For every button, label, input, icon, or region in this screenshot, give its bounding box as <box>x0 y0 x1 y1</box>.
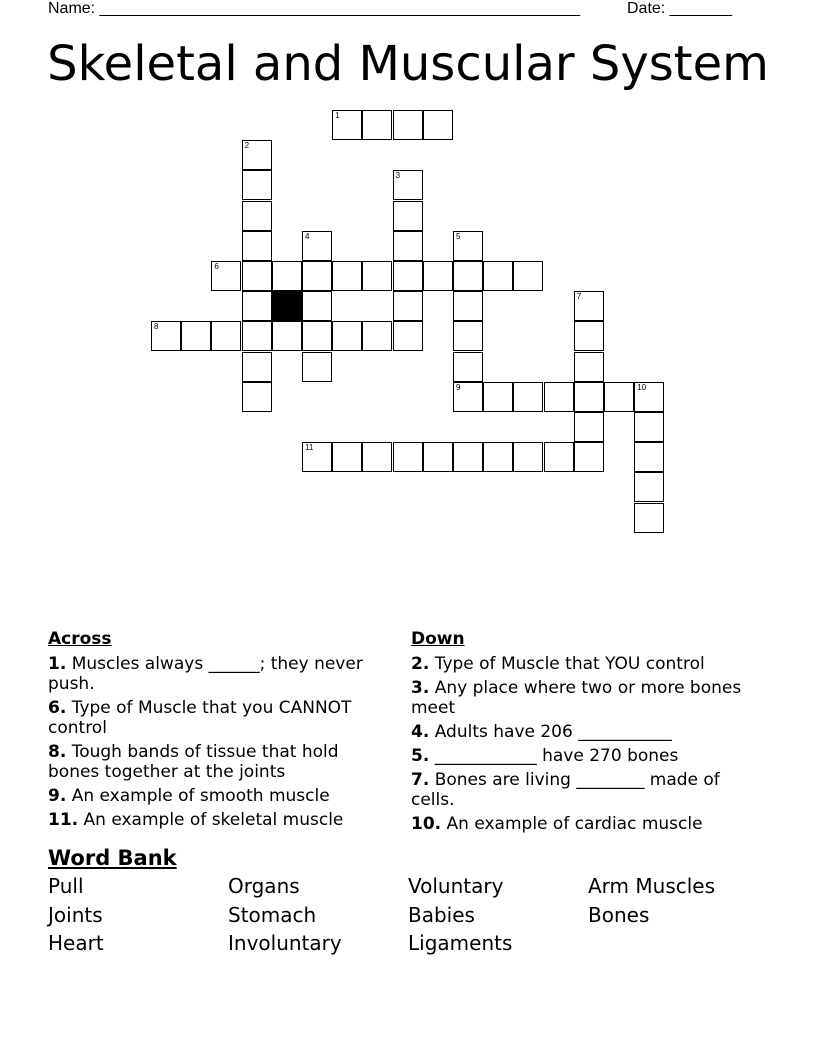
crossword-cell[interactable] <box>483 442 513 472</box>
down-clue-4 <box>411 722 756 742</box>
crossword-cell[interactable] <box>242 382 272 412</box>
word-bank-item: Bones <box>588 903 650 927</box>
date-field-label: Date: _______ <box>627 0 732 17</box>
crossword-cell[interactable] <box>483 382 513 412</box>
crossword-cell[interactable] <box>302 261 332 291</box>
clue-number: 10. <box>411 814 442 834</box>
clue-text: Tough bands of tissue that hold bones together at the joints <box>48 742 339 782</box>
crossword-cell[interactable] <box>393 201 423 231</box>
crossword-cell[interactable] <box>302 352 332 382</box>
clue-text: ____________ have 270 bones <box>434 746 679 766</box>
across-clue-6 <box>48 698 393 738</box>
across-clues <box>48 629 393 834</box>
crossword-cell[interactable] <box>423 442 453 472</box>
down-clue-10 <box>411 814 756 834</box>
crossword-clue-number: 5 <box>456 231 461 241</box>
crossword-clue-number: 7 <box>576 292 582 302</box>
crossword-cell[interactable] <box>393 170 423 200</box>
crossword-cell[interactable] <box>483 261 513 291</box>
clue-text: Type of Muscle that YOU control <box>434 654 705 674</box>
crossword-cell[interactable] <box>393 291 423 321</box>
crossword-cell[interactable] <box>634 442 664 472</box>
crossword-cell[interactable] <box>453 231 483 261</box>
crossword-cell[interactable] <box>634 472 664 502</box>
crossword-cell[interactable] <box>453 261 483 291</box>
crossword-clue-number: 8 <box>154 322 159 332</box>
crossword-cell[interactable] <box>242 291 272 321</box>
word-bank-item: Stomach <box>228 903 317 927</box>
crossword-clue-number: 10 <box>637 382 647 392</box>
crossword-cell[interactable] <box>242 201 272 231</box>
crossword-cell[interactable] <box>453 442 483 472</box>
crossword-cell[interactable] <box>302 231 332 261</box>
crossword-cell[interactable] <box>242 140 272 170</box>
clue-text: An example of skeletal muscle <box>83 810 344 830</box>
crossword-clue-number: 2 <box>244 141 250 151</box>
clue-number: 8. <box>48 742 67 762</box>
crossword-cell[interactable] <box>513 442 543 472</box>
word-bank-item: Heart <box>48 931 104 955</box>
clue-number: 5. <box>411 746 430 766</box>
crossword-cell[interactable] <box>211 261 241 291</box>
word-bank-item: Voluntary <box>408 874 504 898</box>
crossword-cell[interactable] <box>211 321 241 351</box>
crossword-clue-number: 1 <box>335 111 340 120</box>
word-bank-item: Pull <box>48 874 84 898</box>
crossword-cell[interactable] <box>242 352 272 382</box>
down-heading: Down <box>411 629 465 649</box>
clue-number: 6. <box>48 698 67 718</box>
clue-number: 1. <box>48 654 67 674</box>
crossword-cell[interactable] <box>513 382 543 412</box>
clue-text: Any place where two or more bones meet <box>411 678 742 718</box>
crossword-cell[interactable] <box>362 261 392 291</box>
crossword-cell[interactable] <box>544 382 574 412</box>
word-bank-item: Babies <box>408 903 475 927</box>
crossword-cell[interactable] <box>362 442 392 472</box>
crossword-cell[interactable] <box>272 261 302 291</box>
word-bank-item: Arm Muscles <box>588 874 716 898</box>
crossword-cell[interactable] <box>302 291 332 321</box>
crossword-cell[interactable] <box>302 442 332 472</box>
crossword-clue-number: 4 <box>305 231 310 241</box>
crossword-cell[interactable] <box>574 412 604 442</box>
crossword-cell[interactable] <box>242 170 272 200</box>
crossword-cell[interactable] <box>151 321 181 351</box>
crossword-cell[interactable] <box>272 321 302 351</box>
clue-text: An example of cardiac muscle <box>446 814 703 834</box>
clue-number: 9. <box>48 786 67 806</box>
crossword-cell[interactable] <box>332 110 362 140</box>
crossword-cell[interactable] <box>332 321 362 351</box>
clue-number: 7. <box>411 770 430 790</box>
crossword-cell[interactable] <box>574 321 604 351</box>
crossword-cell[interactable] <box>634 382 664 412</box>
word-bank-item: Organs <box>228 874 300 898</box>
crossword-cell[interactable] <box>544 442 574 472</box>
crossword-cell[interactable] <box>453 291 483 321</box>
clue-number: 3. <box>411 678 430 698</box>
across-clue-11 <box>48 810 393 830</box>
across-clue-1 <box>48 654 393 694</box>
crossword-cell[interactable] <box>453 382 483 412</box>
crossword-cell[interactable] <box>634 503 664 533</box>
crossword-cell[interactable] <box>302 321 332 351</box>
crossword-cell[interactable] <box>423 261 453 291</box>
crossword-cell[interactable] <box>574 352 604 382</box>
crossword-cell[interactable] <box>362 321 392 351</box>
crossword-cell[interactable] <box>242 231 272 261</box>
crossword-cell[interactable] <box>574 382 604 412</box>
down-clues <box>411 629 756 838</box>
clue-text: Adults have 206 ___________ <box>434 722 672 742</box>
across-clue-8 <box>48 742 393 782</box>
crossword-cell[interactable] <box>393 110 423 140</box>
word-bank-item: Involuntary <box>228 931 342 955</box>
page-title: Skeletal and Muscular System <box>47 36 769 92</box>
crossword-cell[interactable] <box>634 412 664 442</box>
crossword-cell[interactable] <box>423 110 453 140</box>
word-bank-item: Ligaments <box>408 931 513 955</box>
clue-text: An example of smooth muscle <box>71 786 330 806</box>
down-clue-7 <box>411 770 756 810</box>
crossword-cell[interactable] <box>332 442 362 472</box>
crossword-cell[interactable] <box>574 291 604 321</box>
crossword-clue-number: 6 <box>214 262 219 271</box>
clue-number: 4. <box>411 722 430 742</box>
crossword-cell[interactable] <box>393 261 423 291</box>
word-bank-item: Joints <box>48 903 103 927</box>
crossword-cell[interactable] <box>574 442 604 472</box>
crossword-cell[interactable] <box>393 231 423 261</box>
name-field-label: Name: ______________________________________________________ <box>48 0 581 17</box>
clue-text: Muscles always ______; they never push. <box>48 654 363 694</box>
crossword-cell[interactable] <box>604 382 634 412</box>
crossword-clue-number: 11 <box>305 443 314 453</box>
clue-number: 2. <box>411 654 430 674</box>
crossword-cell[interactable] <box>181 321 211 351</box>
crossword-clue-number: 9 <box>456 382 461 392</box>
crossword-cell[interactable] <box>362 110 392 140</box>
down-clue-2 <box>411 654 756 674</box>
down-clue-3 <box>411 678 756 718</box>
crossword-cell[interactable] <box>453 321 483 351</box>
across-heading: Across <box>48 629 112 649</box>
crossword-cell[interactable] <box>242 261 272 291</box>
crossword-cell[interactable] <box>453 352 483 382</box>
crossword-cell[interactable] <box>393 321 423 351</box>
word-bank-heading: Word Bank <box>48 846 177 870</box>
crossword-cell[interactable] <box>513 261 543 291</box>
crossword-black-cell <box>272 291 302 321</box>
crossword-cell[interactable] <box>242 321 272 351</box>
clue-text: Bones are living ________ made of cells. <box>411 770 720 810</box>
clue-number: 11. <box>48 810 79 830</box>
crossword-cell[interactable] <box>393 442 423 472</box>
across-clue-9 <box>48 786 393 806</box>
clue-text: Type of Muscle that you CANNOT control <box>48 698 352 738</box>
crossword-clue-number: 3 <box>395 171 401 181</box>
crossword-cell[interactable] <box>332 261 362 291</box>
down-clue-5 <box>411 746 756 766</box>
